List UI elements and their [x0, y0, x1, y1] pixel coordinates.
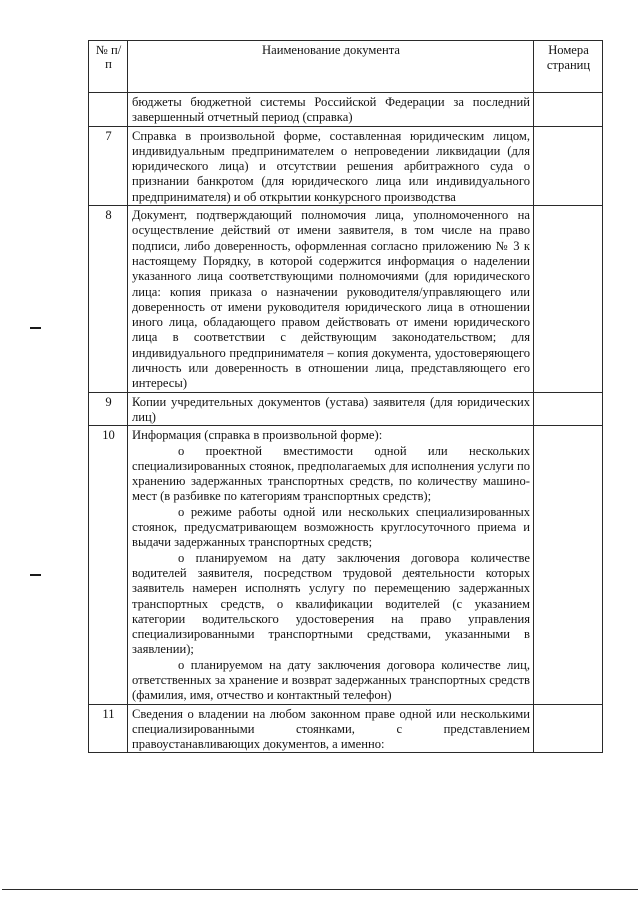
- row-text: Информация (справка в произвольной форме):: [132, 428, 383, 443]
- row-page-numbers: [534, 206, 603, 393]
- row-document-name: [128, 93, 534, 127]
- row-page-numbers: [534, 426, 603, 704]
- row-number: 9: [89, 392, 128, 426]
- row-document-name: [128, 426, 534, 704]
- table-row: [89, 126, 603, 205]
- table-row: [89, 392, 603, 426]
- row-document-name: [128, 704, 534, 753]
- margin-dash-mark: [30, 327, 41, 329]
- row-text: о планируемом на дату заключения договора количестве водителей заявителя, посредством трудовой деятельности которых заявитель намерен исполнять услугу по перемещению задержанных транспортных средств, о квалификации водителей (с указанием категории водительского удостоверения на право управления специализированными транспортными средствами, указанными в заявлении);: [132, 550, 530, 657]
- row-text: Сведения о владении на любом законном праве одной или несколькими специализированными стоянками, с представлением правоустанавливающих документов, а именно:: [132, 706, 530, 752]
- header-document-name: Наименование документа: [128, 41, 534, 93]
- row-page-numbers: [534, 126, 603, 205]
- row-number: 8: [89, 206, 128, 393]
- row-number: 10: [89, 426, 128, 704]
- row-text: о проектной вместимости одной или нескольких специализированных стоянок, предполагаемых для исполнения услуги по хранению задержанных транспортных средств, по количеству машино-мест (в разбивке по категориям транспортных средств);: [132, 443, 530, 504]
- margin-dash-mark: [30, 574, 41, 576]
- row-number: 11: [89, 704, 128, 753]
- row-document-name: [128, 126, 534, 205]
- row-text: Копии учредительных документов (устава) заявителя (для юридических лиц): [132, 394, 530, 424]
- header-num: № п/п: [89, 41, 128, 93]
- table-row: [89, 206, 603, 393]
- row-text: о режиме работы одной или нескольких специализированных стоянок, предусматривающем возможность круглосуточного приема и выдачи задержанных транспортных средств;: [132, 504, 530, 550]
- row-page-numbers: [534, 93, 603, 127]
- row-page-numbers: [534, 704, 603, 753]
- row-document-name: [128, 206, 534, 393]
- row-text: Справка в произвольной форме, составленная юридическим лицом, индивидуальным предпринимателем о непроведении ликвидации (для юридического лица) и отсутствии решения арбитражного суда о признании банкротом (для юридического лица или индивидуального предпринимателя) и об открытии конкурсного производства: [132, 128, 530, 204]
- table-header-row: [89, 41, 603, 93]
- documents-table: [88, 40, 603, 753]
- row-text: о планируемом на дату заключения договора количестве лиц, ответственных за хранение и возврат задержанных транспортных средств (фамилия, имя, отчество и контактный телефон): [132, 657, 530, 703]
- footer-rule: [2, 889, 638, 890]
- row-page-numbers: [534, 392, 603, 426]
- row-number: [89, 93, 128, 127]
- table-row: [89, 704, 603, 753]
- table-row: [89, 426, 603, 704]
- header-page-numbers: Номера страниц: [534, 41, 603, 93]
- row-text: Документ, подтверждающий полномочия лица, уполномоченного на осуществление действий от имени заявителя, в том числе на право подписи, либо доверенность, оформленная согласно приложению № 3 к настоящему Порядку, в которой содержится информация о наделении указанного лица соответствующими полномочиями (для юридического лица: копия приказа о назначении руководителя/управляющего или доверенность от имени руководителя юридического лица в отношении иного лица, обладающего правом действовать от имени юридического лица в соответствии с действующим законодательством; для индивидуального предпринимателя – копия документа, удостоверяющего личность или доверенность в отношении лица, представляющего его интересы): [132, 208, 530, 391]
- row-document-name: [128, 392, 534, 426]
- row-text: бюджеты бюджетной системы Российской Федерации за последний завершенный отчетный период (справка): [132, 95, 530, 125]
- row-number: 7: [89, 126, 128, 205]
- table-row: [89, 93, 603, 127]
